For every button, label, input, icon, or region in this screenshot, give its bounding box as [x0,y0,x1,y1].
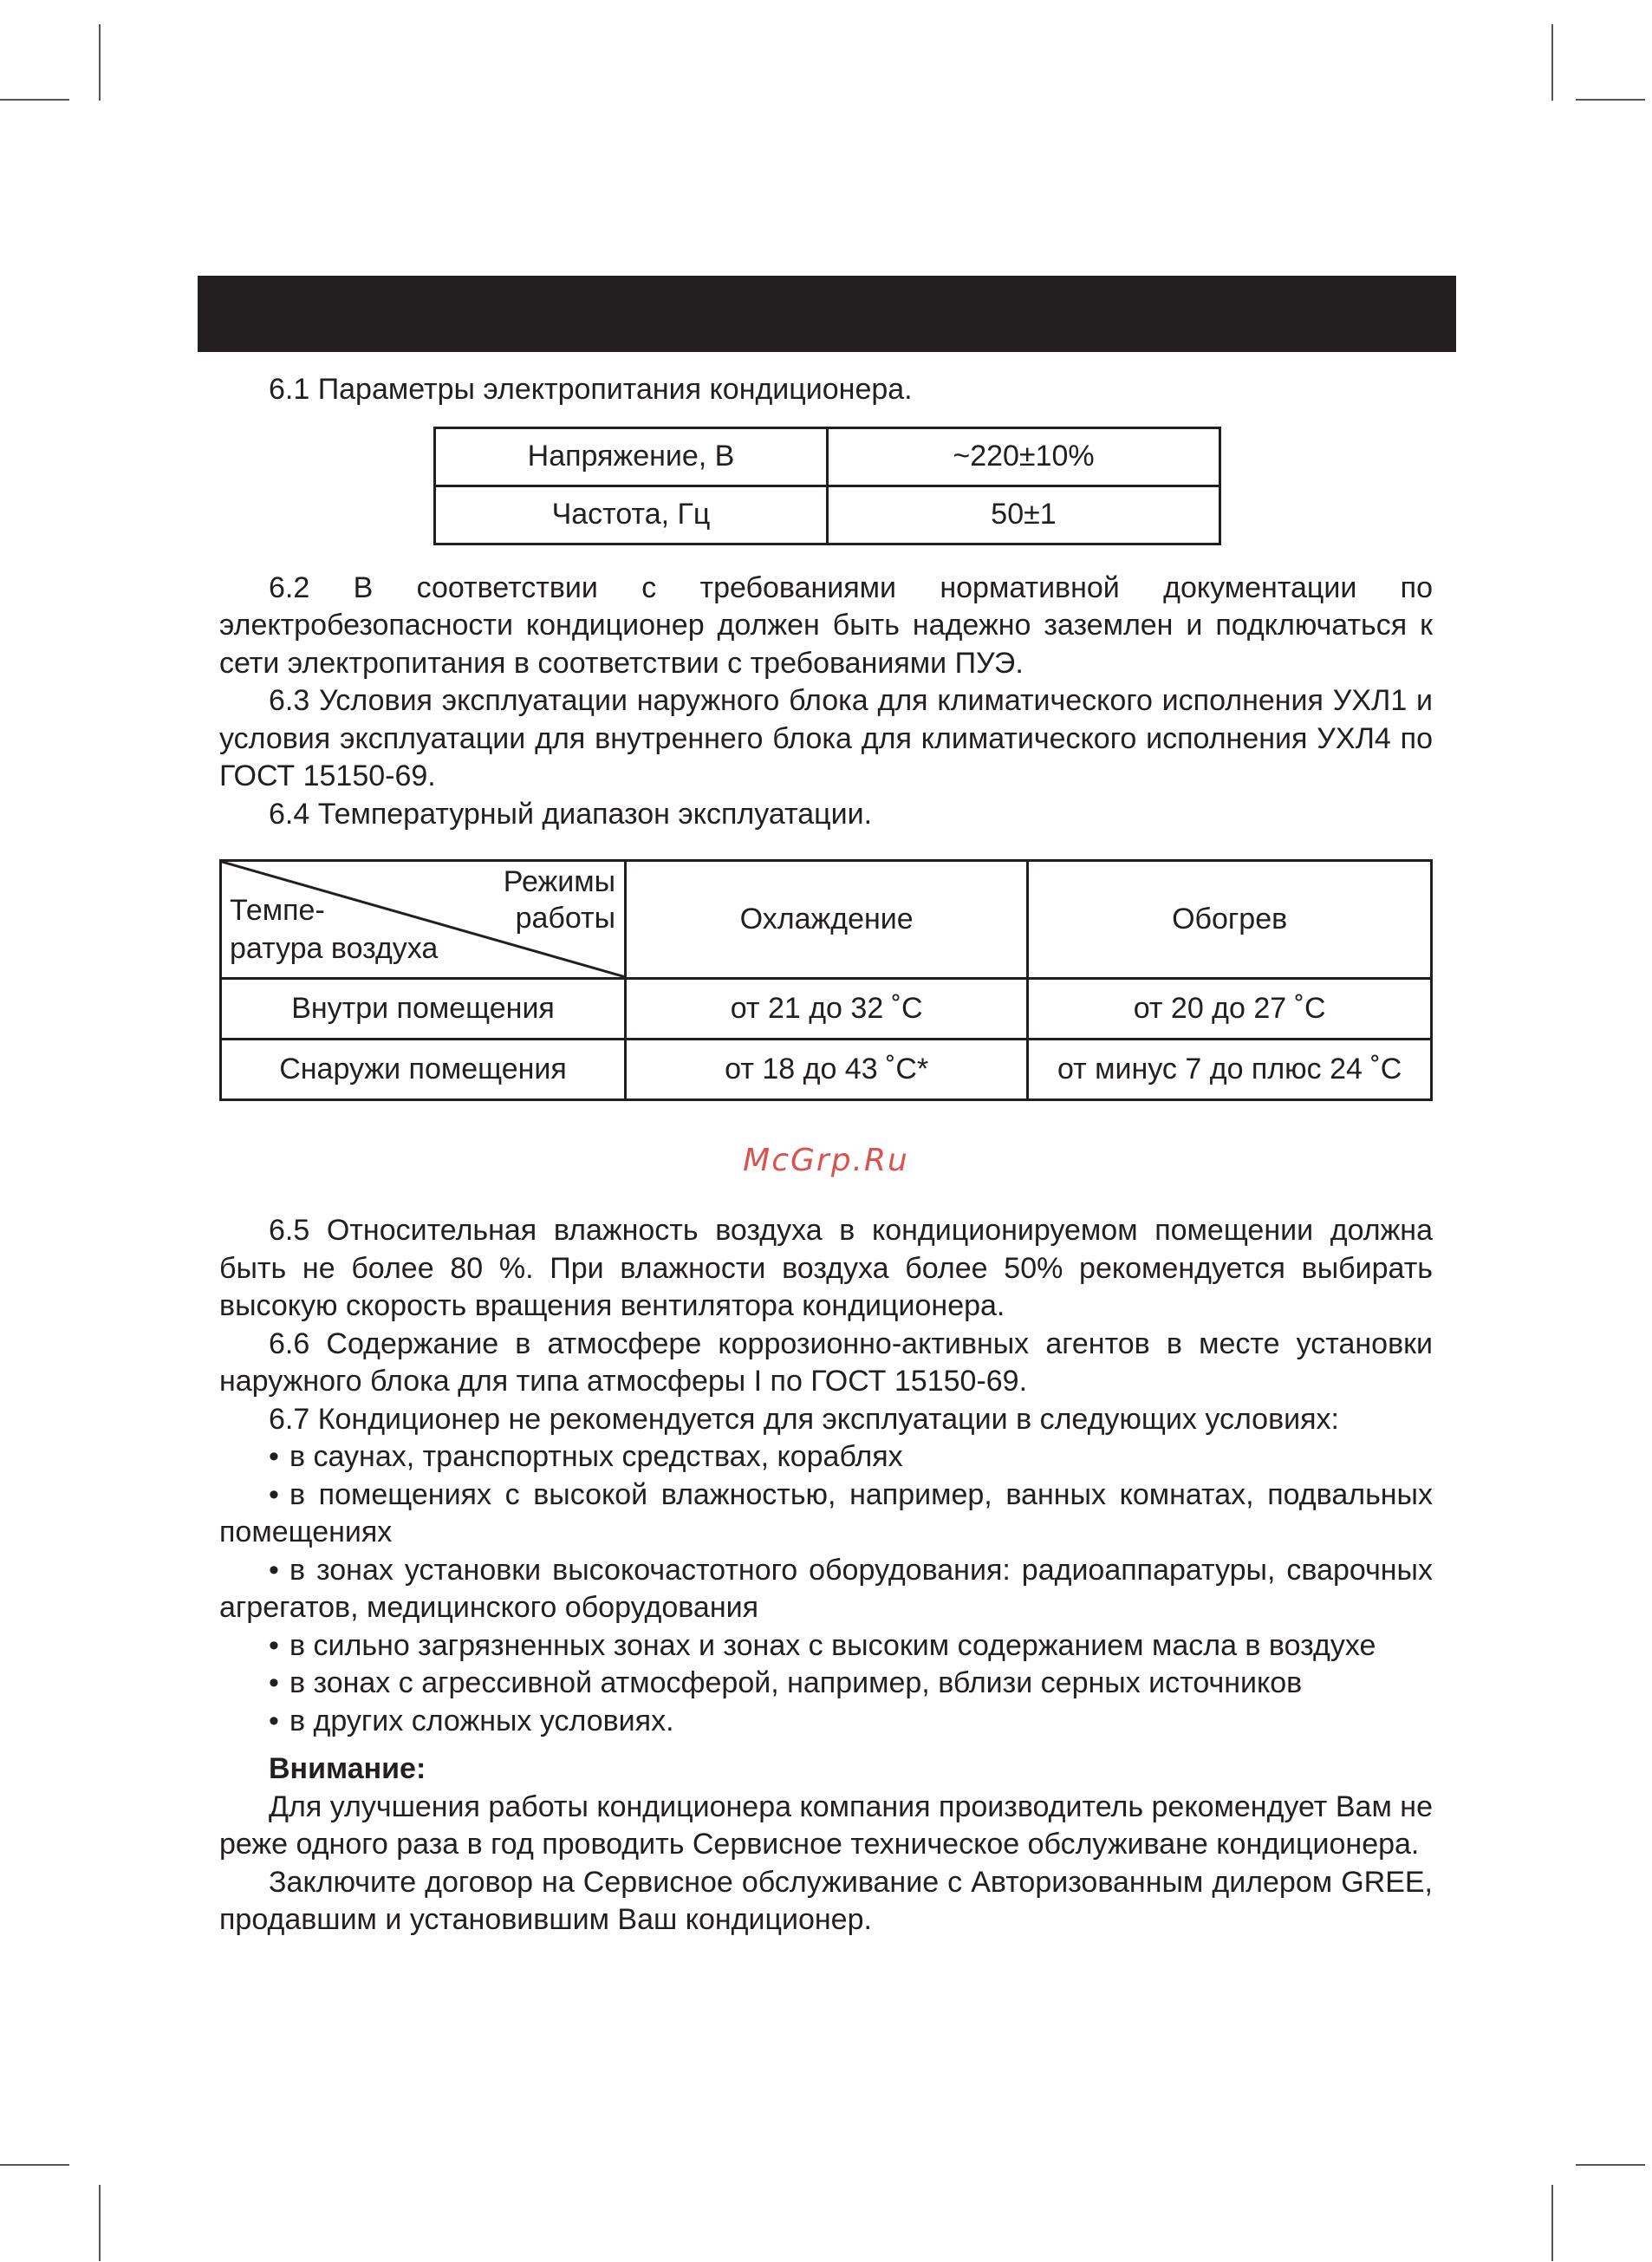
table-cell: Напряжение, В [435,427,828,486]
watermark: McGrp.Ru [743,1143,909,1178]
list-item [219,1476,1433,1552]
header-modes-line1: Режимы [503,865,616,898]
crop-mark [99,24,101,101]
table-cell: от 21 до 32 ˚С [626,979,1028,1040]
power-parameters-table [433,427,1221,545]
paragraph-6-5: 6.5 Относительная влажность воздуха в кондиционируемом помещении должна быть не более 80 %. При влажности воздуха более 50% рекомендуется выбирать высокую скорость вращения вентилятора кондиционера. [219,1214,1433,1322]
header-temp-line1: Темпе- [230,894,325,927]
paragraph-6-3: 6.3 Условия эксплуатации наружного блока для климатического исполнения УХЛ1 и условия эксплуатации для внутреннего блока для климатического исполнения УХЛ4 по ГОСТ 15150-69. [219,684,1433,792]
list-item-text: в помещениях с высокой влажностью, например, ванных комнатах, подвальных помещениях [219,1477,1433,1548]
header-temp-line2: ратура воздуха [230,932,439,965]
table-row [221,1040,1432,1100]
crop-mark [0,2164,69,2166]
table-row [435,486,1220,544]
attention-paragraph-1: Для улучшения работы кондиционера компания производитель рекомендует Вам не реже одного раза в год проводить Сервисное техническое обслуживане кондиционера. [219,1789,1433,1861]
table-cell: Снаружи помещения [221,1040,626,1100]
column-header-cooling: Охлаждение [626,861,1028,979]
bullet-icon: • [269,1666,279,1699]
crop-mark [0,99,69,101]
list-item [219,1627,1433,1666]
paragraph-6-7: 6.7 Кондиционер не рекомендуется для эксплуатации в следующих условиях: [269,1402,1340,1436]
table-row [221,979,1432,1040]
document-body [219,371,1433,1939]
bullet-icon: • [269,1628,279,1662]
crop-mark [1576,99,1645,101]
table-header-row [221,861,1432,979]
list-item-text: в сильно загрязненных зонах и зонах с высоким содержанием масла в воздухе [289,1628,1376,1662]
table-cell: от 20 до 27 ˚С [1028,979,1432,1040]
header-temperature-label [230,891,438,968]
table-cell: от 18 до 43 ˚С* [626,1040,1028,1100]
diagonal-header-cell [221,861,626,979]
crop-mark [99,2185,101,2261]
crop-mark [1551,2185,1553,2261]
crop-mark [1551,24,1553,101]
bullet-icon: • [269,1704,279,1737]
list-item-text: в других сложных условиях. [289,1704,674,1737]
temperature-range-table [219,859,1433,1101]
list-item [219,1438,1433,1476]
paragraph-6-1: 6.1 Параметры электропитания кондиционера. [269,373,913,406]
attention-title: Внимание: [269,1752,426,1785]
paragraph-6-4: 6.4 Температурный диапазон эксплуатации. [269,797,873,831]
list-item-text: в зонах установки высокочастотного оборудования: радиоаппаратуры, сварочных агрегатов, медицинского оборудования [219,1553,1433,1624]
bullet-icon: • [269,1553,279,1587]
table-row [435,427,1220,486]
bullet-icon: • [269,1440,279,1473]
list-item [219,1665,1433,1703]
table-cell: 50±1 [828,486,1220,544]
list-item-text: в зонах с агрессивной атмосферой, например, вблизи серных источников [289,1666,1303,1699]
table-cell: Внутри помещения [221,979,626,1040]
list-item [219,1703,1433,1741]
header-modes-line2: работы [515,902,616,935]
list-item [219,1552,1433,1627]
paragraph-6-6: 6.6 Содержание в атмосфере коррозионно-активных агентов в месте установки наружного блока для типа атмосферы I по ГОСТ 15150-69. [219,1327,1433,1398]
list-item-text: в саунах, транспортных средствах, кораблях [289,1440,903,1473]
attention-paragraph-2: Заключите договор на Сервисное обслуживание с Авторизованным дилером GREE, продавшим и установившим Ваш кондиционер. [219,1865,1433,1936]
crop-mark [1576,2164,1645,2166]
bullet-icon: • [269,1477,279,1511]
column-header-heating: Обогрев [1028,861,1432,979]
section-header-bar [198,276,1456,352]
paragraph-6-2: 6.2 В соответствии с требованиями нормативной документации по электробезопасности кондиционер должен быть надежно заземлен и подключаться к сети электропитания в соответствии с требованиями ПУЭ. [219,570,1433,680]
table-cell: от минус 7 до плюс 24 ˚С [1028,1040,1432,1100]
table-cell: ~220±10% [828,427,1220,486]
header-modes-label [504,864,615,936]
table-cell: Частота, Гц [435,486,828,544]
